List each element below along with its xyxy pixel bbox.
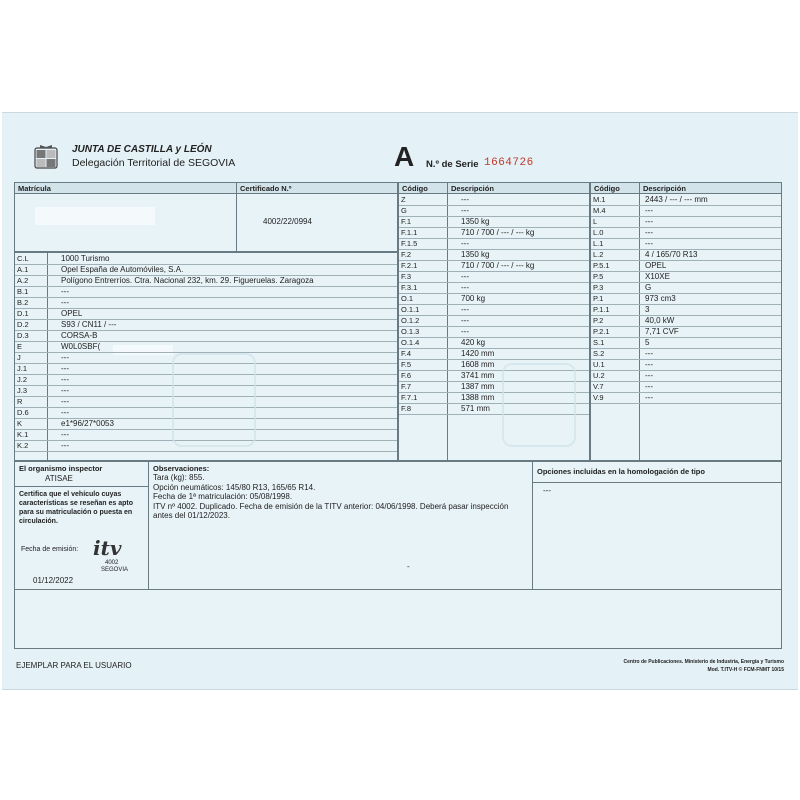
inspector-label: El organismo inspector (19, 464, 103, 473)
row-code: B.1 (17, 287, 29, 296)
row-code: A.1 (17, 265, 29, 274)
row-value: --- (645, 371, 653, 380)
coat-of-arms-icon (34, 145, 58, 171)
row-code: R (17, 397, 23, 406)
row-code: S.1 (593, 338, 605, 347)
row-value: OPEL (61, 309, 83, 318)
row-value: X10XE (645, 272, 670, 281)
lower-empty-box (14, 589, 782, 649)
row-code: J.3 (17, 386, 28, 395)
row-code: D.3 (17, 331, 29, 340)
observacion-line: Tara (kg): 855. (153, 473, 205, 482)
row-value: 7,71 CVF (645, 327, 679, 336)
opciones-value: --- (543, 486, 551, 495)
row-code: P.5 (593, 272, 604, 281)
row-code: P.1 (593, 294, 604, 303)
row-code: P.2 (593, 316, 604, 325)
row-value: --- (61, 353, 69, 362)
row-value: --- (61, 287, 69, 296)
row-value: --- (61, 408, 69, 417)
row-value: --- (645, 239, 653, 248)
row-value: --- (61, 375, 69, 384)
row-code: Z (401, 195, 406, 204)
observaciones-dash: - (407, 562, 410, 571)
row-code: O.1.2 (401, 316, 420, 325)
itv-stamp-logo: itv (93, 536, 122, 560)
row-value: --- (645, 349, 653, 358)
row-value: --- (461, 195, 469, 204)
row-value: --- (61, 441, 69, 450)
right-code-label: Código (594, 184, 620, 193)
row-code: J (17, 353, 21, 362)
row-code: P.3 (593, 283, 604, 292)
row-code: F.2 (401, 250, 412, 259)
row-value: 3 (645, 305, 650, 314)
itv-stamp-city: SEGOVIA (101, 567, 129, 573)
row-value: 571 mm (461, 404, 490, 413)
observacion-line: Fecha de 1ª matriculación: 05/08/1998. (153, 492, 293, 501)
row-code: O.1.3 (401, 327, 420, 336)
opciones-box (532, 461, 782, 591)
row-code: M.1 (593, 195, 606, 204)
series-number: 1664726 (484, 157, 534, 169)
inspector-box (14, 461, 150, 591)
row-code: L.2 (593, 250, 604, 259)
row-value: 40,0 kW (645, 316, 675, 325)
row-code: F.3 (401, 272, 412, 281)
footer-model: Mod. T.ITV-H © FCM-FNMT 10/15 (707, 667, 784, 673)
row-value: 1000 Turismo (61, 254, 110, 263)
row-value: Opel España de Automóviles, S.A. (61, 265, 184, 274)
mid-code-label: Código (402, 184, 428, 193)
row-code: F.6 (401, 371, 412, 380)
row-value: 1388 mm (461, 393, 495, 402)
matricula-label: Matrícula (15, 183, 237, 194)
row-value: G (645, 283, 652, 292)
row-code: F.1 (401, 217, 412, 226)
row-value: 1350 kg (461, 250, 490, 259)
row-code: B.2 (17, 298, 29, 307)
row-code: F.1.5 (401, 239, 418, 248)
certificado-box (236, 182, 398, 252)
row-value: 3741 mm (461, 371, 495, 380)
row-code: L.1 (593, 239, 604, 248)
row-value: --- (645, 217, 653, 226)
row-code: K.2 (17, 441, 29, 450)
row-value: 420 kg (461, 338, 486, 347)
itv-stamp-number: 4002 (105, 560, 119, 566)
row-value: --- (645, 228, 653, 237)
row-code: F.7 (401, 382, 412, 391)
row-code: F.8 (401, 404, 412, 413)
row-value: 1420 mm (461, 349, 495, 358)
row-code: P.2.1 (593, 327, 610, 336)
row-code: M.4 (593, 206, 606, 215)
emission-date-label: Fecha de emisión: (21, 546, 79, 553)
watermark-shape (172, 353, 256, 447)
row-value: --- (645, 360, 653, 369)
row-value: --- (461, 305, 469, 314)
certificado-label: Certificado N.º (237, 183, 397, 194)
row-code: D.6 (17, 408, 29, 417)
row-value: 4 / 165/70 R13 (645, 250, 698, 259)
row-value: CORSA-B (61, 331, 98, 340)
row-value: --- (61, 397, 69, 406)
row-value: --- (645, 206, 653, 215)
row-code: F.4 (401, 349, 412, 358)
row-code: F.5 (401, 360, 412, 369)
certificado-value: 4002/22/0994 (263, 217, 312, 226)
right-desc-label: Descripción (643, 184, 686, 193)
row-code: L (593, 217, 598, 226)
row-code: K (17, 419, 23, 428)
row-value: --- (461, 327, 469, 336)
row-code: D.1 (17, 309, 29, 318)
row-code: V.7 (593, 382, 604, 391)
row-code: C.L (17, 254, 29, 263)
document-sheet (2, 112, 798, 690)
row-value: --- (461, 272, 469, 281)
row-code: F.1.1 (401, 228, 418, 237)
row-code: G (401, 206, 407, 215)
certify-text: Certifica que el vehículo cuyas características se reseñan es apto para su matriculación o puesta en circulación. (19, 491, 134, 525)
opciones-divider (533, 482, 781, 483)
row-code: O.1 (401, 294, 414, 303)
row-code: F.2.1 (401, 261, 418, 270)
row-value: --- (61, 298, 69, 307)
row-code: O.1.1 (401, 305, 420, 314)
itv-stamp (87, 538, 143, 578)
right-data-table (590, 182, 782, 461)
row-value: Polígono Entrerríos. Ctra. Nacional 232, km. 29. Figueruelas. Zaragoza (61, 276, 314, 285)
row-value: --- (645, 382, 653, 391)
row-value: 710 / 700 / --- / --- kg (461, 261, 535, 270)
row-value: OPEL (645, 261, 667, 270)
series-letter: A (394, 141, 415, 172)
footer-copy-label: EJEMPLAR PARA EL USUARIO (16, 661, 132, 670)
row-value: --- (461, 316, 469, 325)
row-code: F.7.1 (401, 393, 418, 402)
row-value: --- (461, 283, 469, 292)
series-label: N.º de Serie (426, 159, 479, 170)
row-code: P.1.1 (593, 305, 610, 314)
row-value: 1350 kg (461, 217, 490, 226)
observacion-line: Opción neumáticos: 145/80 R13, 165/65 R14. (153, 482, 316, 492)
row-code: S.2 (593, 349, 605, 358)
org-name: JUNTA DE CASTILLA y LEÓN (72, 144, 212, 155)
observaciones-box (148, 461, 534, 591)
row-value: --- (61, 430, 69, 439)
row-value: 2443 / --- / --- mm (645, 195, 708, 204)
row-code: O.1.4 (401, 338, 420, 347)
observacion-line: ITV nº 4002. Duplicado. Fecha de emisión de la TITV anterior: 04/06/1998. Deberá pasar inspección (153, 501, 509, 511)
row-value: 710 / 700 / --- / --- kg (461, 228, 535, 237)
redacted-plate (35, 207, 155, 225)
watermark-shape (502, 363, 576, 447)
inspector-value: ATISAE (45, 474, 73, 483)
matricula-box (14, 182, 238, 252)
row-value: 1387 mm (461, 382, 495, 391)
row-code: L.0 (593, 228, 604, 237)
row-value: 5 (645, 338, 650, 347)
delegation-name: Delegación Territorial de SEGOVIA (72, 157, 236, 169)
mid-desc-label: Descripción (451, 184, 494, 193)
row-code: A.2 (17, 276, 29, 285)
observaciones-label: Observaciones: (153, 464, 210, 473)
opciones-label: Opciones incluidas en la homologación de tipo (537, 467, 705, 476)
emission-date-value: 01/12/2022 (33, 576, 74, 585)
row-code: J.2 (17, 375, 28, 384)
row-value: --- (461, 239, 469, 248)
row-value: 973 cm3 (645, 294, 676, 303)
row-value: S93 / CN11 / --- (61, 320, 117, 329)
observacion-line: antes del 01/12/2023. (153, 511, 230, 520)
row-code: P.5.1 (593, 261, 610, 270)
row-value: 1608 mm (461, 360, 495, 369)
row-value: --- (61, 386, 69, 395)
row-value: e1*96/27*0053 (61, 419, 114, 428)
row-code: U.1 (593, 360, 605, 369)
row-code: K.1 (17, 430, 29, 439)
row-code: J.1 (17, 364, 28, 373)
footer-publisher: Centro de Publicaciones. Ministerio de Industria, Energía y Turismo (623, 659, 784, 665)
row-code: E (17, 342, 23, 351)
table-row (591, 392, 781, 404)
row-code: V.9 (593, 393, 604, 402)
row-code: U.2 (593, 371, 605, 380)
row-value: 700 kg (461, 294, 486, 303)
row-value: --- (645, 393, 653, 402)
row-value: --- (461, 206, 469, 215)
row-code: F.3.1 (401, 283, 418, 292)
row-value: W0L0SBF( (61, 342, 101, 351)
observaciones-lines (153, 473, 529, 521)
row-code: D.2 (17, 320, 29, 329)
inspector-divider (15, 486, 149, 487)
row-value: --- (61, 364, 69, 373)
